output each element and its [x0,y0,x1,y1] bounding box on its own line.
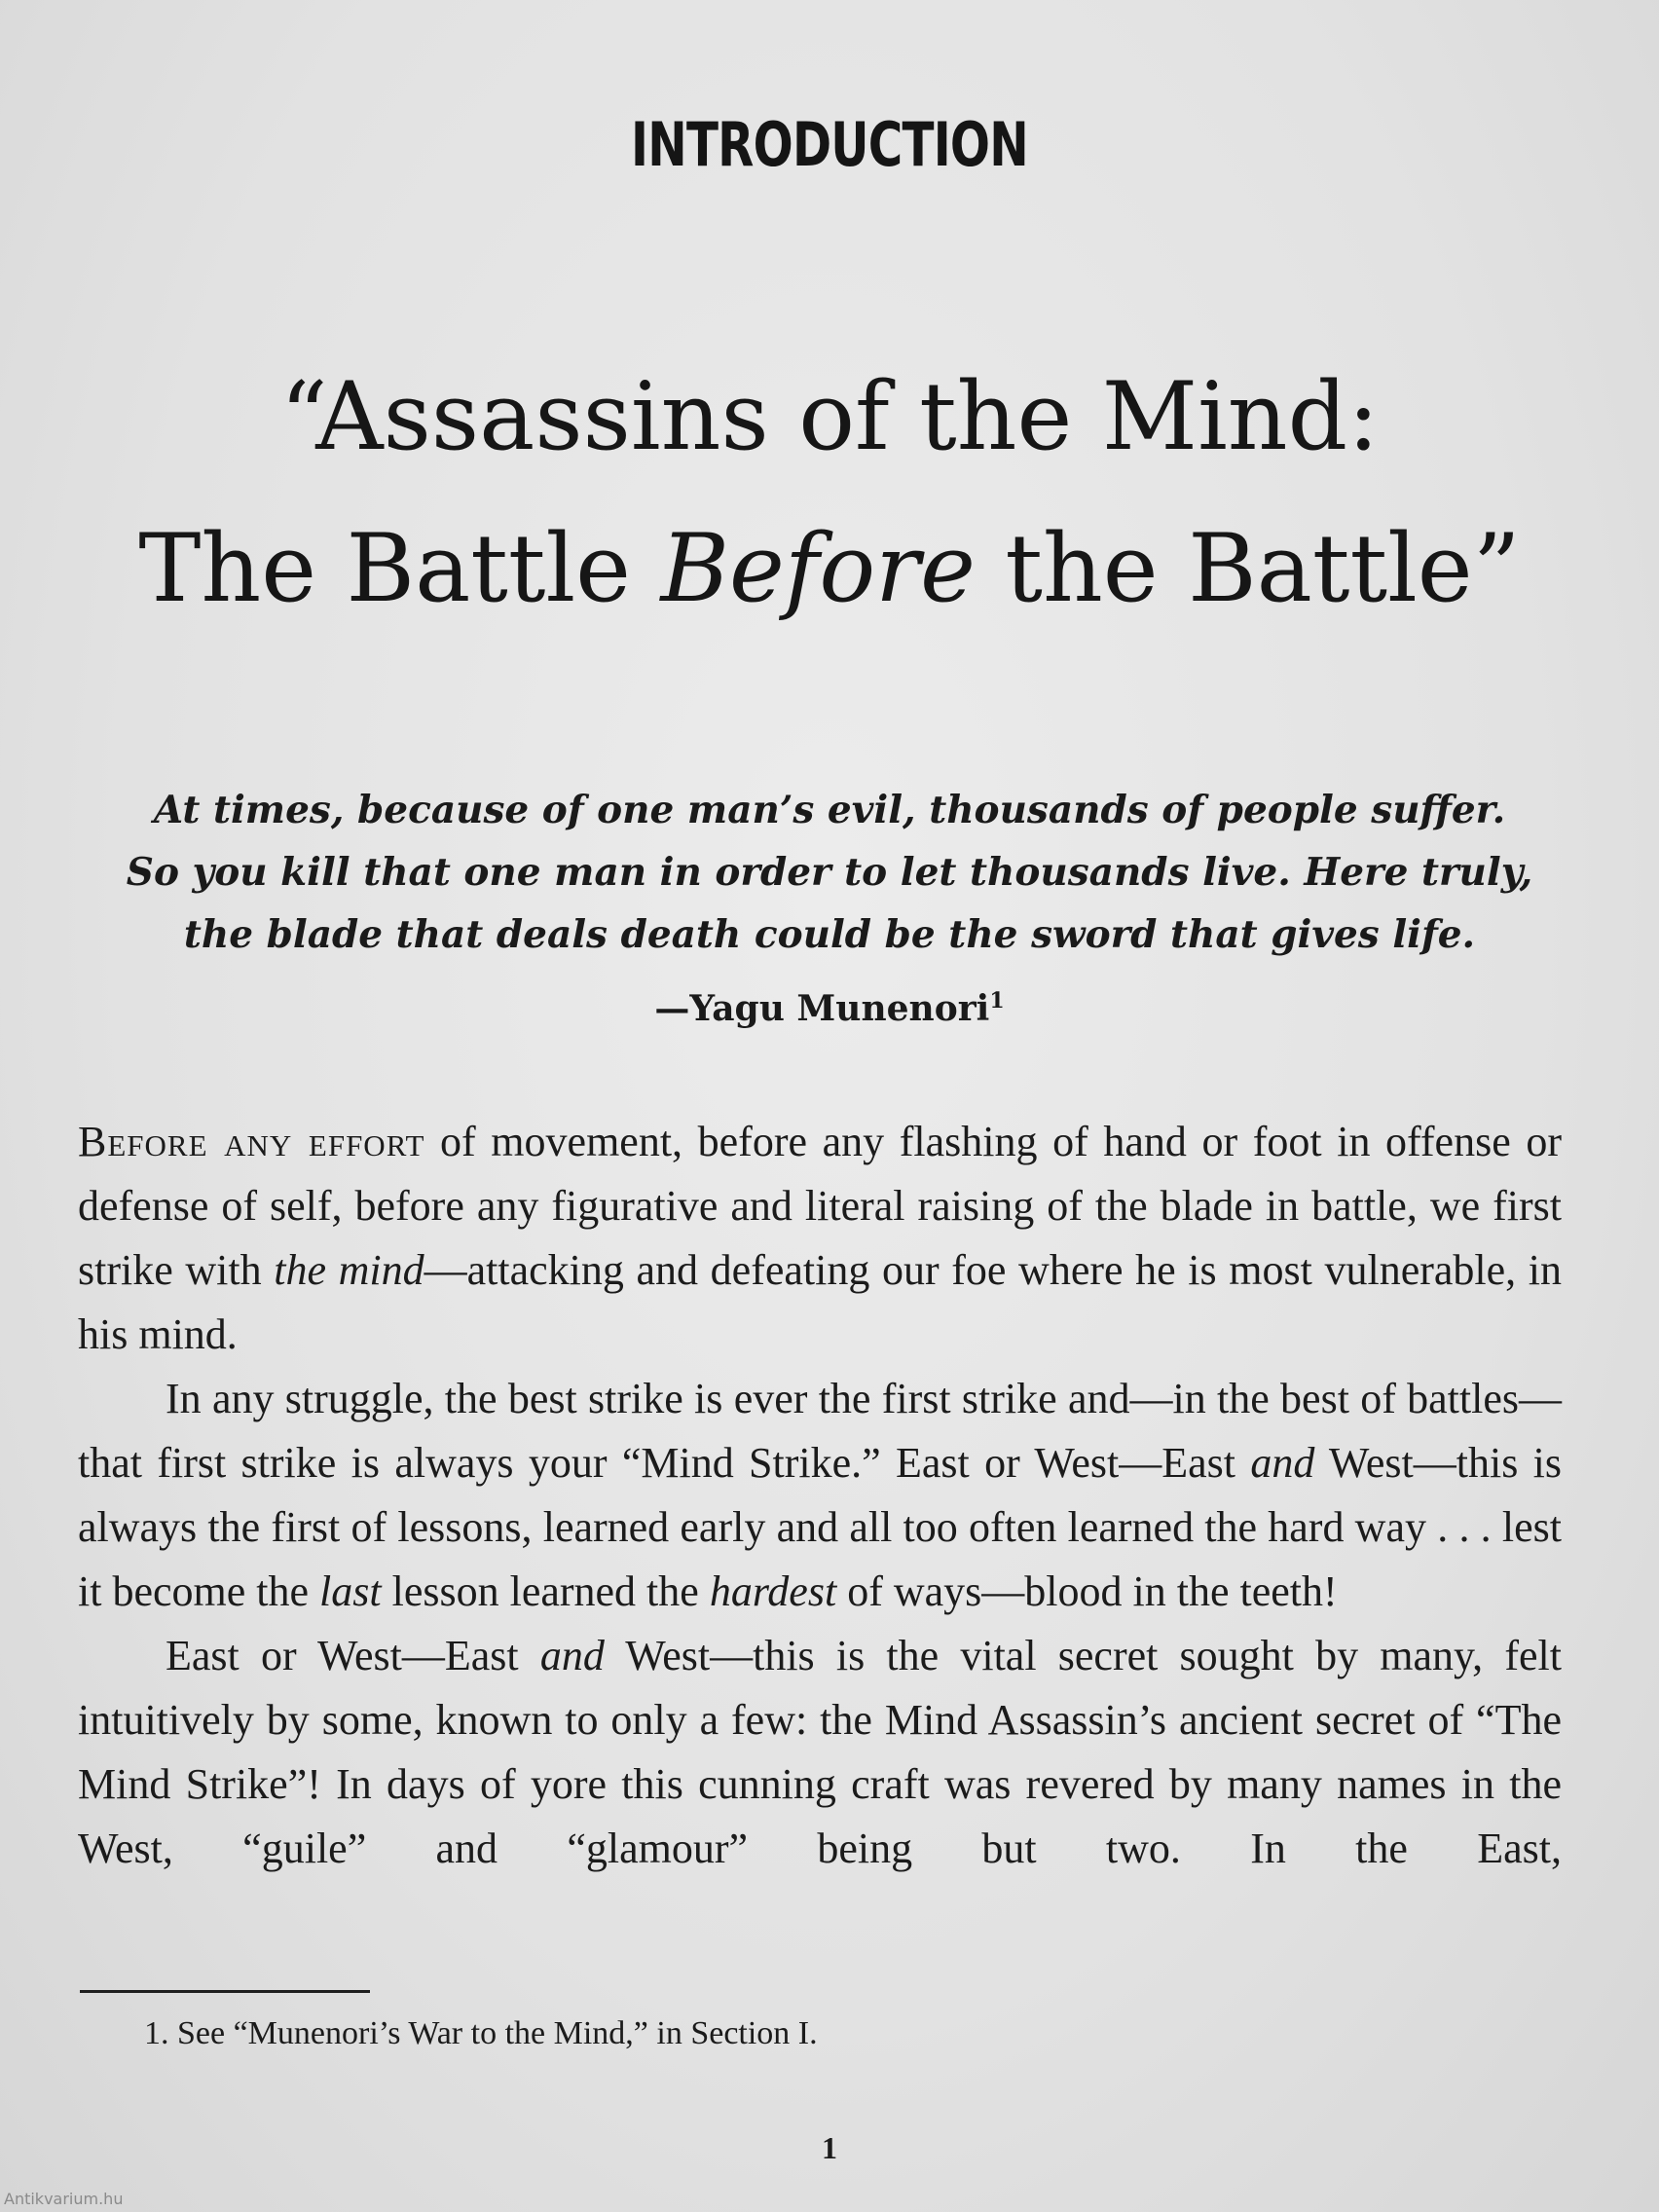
epigraph-line-3: the blade that deals death could be the sword that gives life. [183,912,1476,957]
title-line-2-start: The Battle [138,514,661,623]
page-number: 1 [822,2130,837,2165]
p2-emphasis-2: last [319,1567,382,1615]
paragraph-2 [78,1367,1562,1624]
p1-emphasis-1: the mind [274,1246,424,1294]
chapter-title [0,341,1659,645]
body-text [78,1110,1562,1881]
p2-text-b: West—this is always the first of lessons, learned early and all too often learned the hard way . . . lest it become the [78,1439,1563,1615]
p3-text-b: West—this is the vital secret sought by many, felt intuitively by some, known to only a few: the Mind Assassin’s ancient secret of “The Mind Strike”! In days of yore this cunning craft was revered by many names in the West, “guile” and “glamour” being but two. In the East, [78,1632,1562,1872]
epigraph [117,779,1542,966]
title-line-2-emphasis: Before [660,514,976,623]
p2-text-d: of ways—blood in the teeth! [836,1567,1338,1615]
p2-text-c: lesson learned the [381,1567,710,1615]
footnote-reference: 1 [989,988,1005,1014]
p3-emphasis-1: and [539,1632,605,1679]
epigraph-attribution [0,988,1659,1029]
chapter-label: INTRODUCTION [631,109,1028,180]
p2-text-a: In any struggle, the best strike is ever the first strike and—in the best of battles—that first strike is always your “Mind Strike.” East or West—East [78,1375,1562,1487]
paragraph-1 [78,1110,1562,1367]
epigraph-line-2: So you kill that one man in order to let thousands live. Here truly, [126,850,1533,895]
watermark: Antikvarium.hu [4,2190,124,2208]
title-line-2 [0,493,1659,645]
p2-emphasis-3: hardest [709,1567,837,1615]
title-line-2-end: the Battle” [975,514,1521,623]
attribution-text: —Yagu Munenori [654,988,990,1029]
p2-emphasis-1: and [1250,1439,1315,1487]
p1-text-a: of movement, before any flashing of hand or foot in offense or defense of self, before any figurative and literal raising of the blade in battle, we first strike with [78,1118,1562,1294]
paragraph-3 [78,1624,1562,1881]
title-line-1: “Assassins of the Mind: [279,362,1380,471]
epigraph-line-1: At times, because of one man’s evil, thousands of people suffer. [153,788,1506,832]
p3-text-a: East or West—East [166,1632,540,1679]
footnote-divider [80,1990,370,1993]
lead-in: Before any effort [78,1118,425,1165]
p1-text-b: —attacking and defeating our foe where he is most vulnerable, in his mind. [78,1246,1563,1358]
footnote: 1. See “Munenori’s War to the Mind,” in Section I. [144,2015,818,2051]
